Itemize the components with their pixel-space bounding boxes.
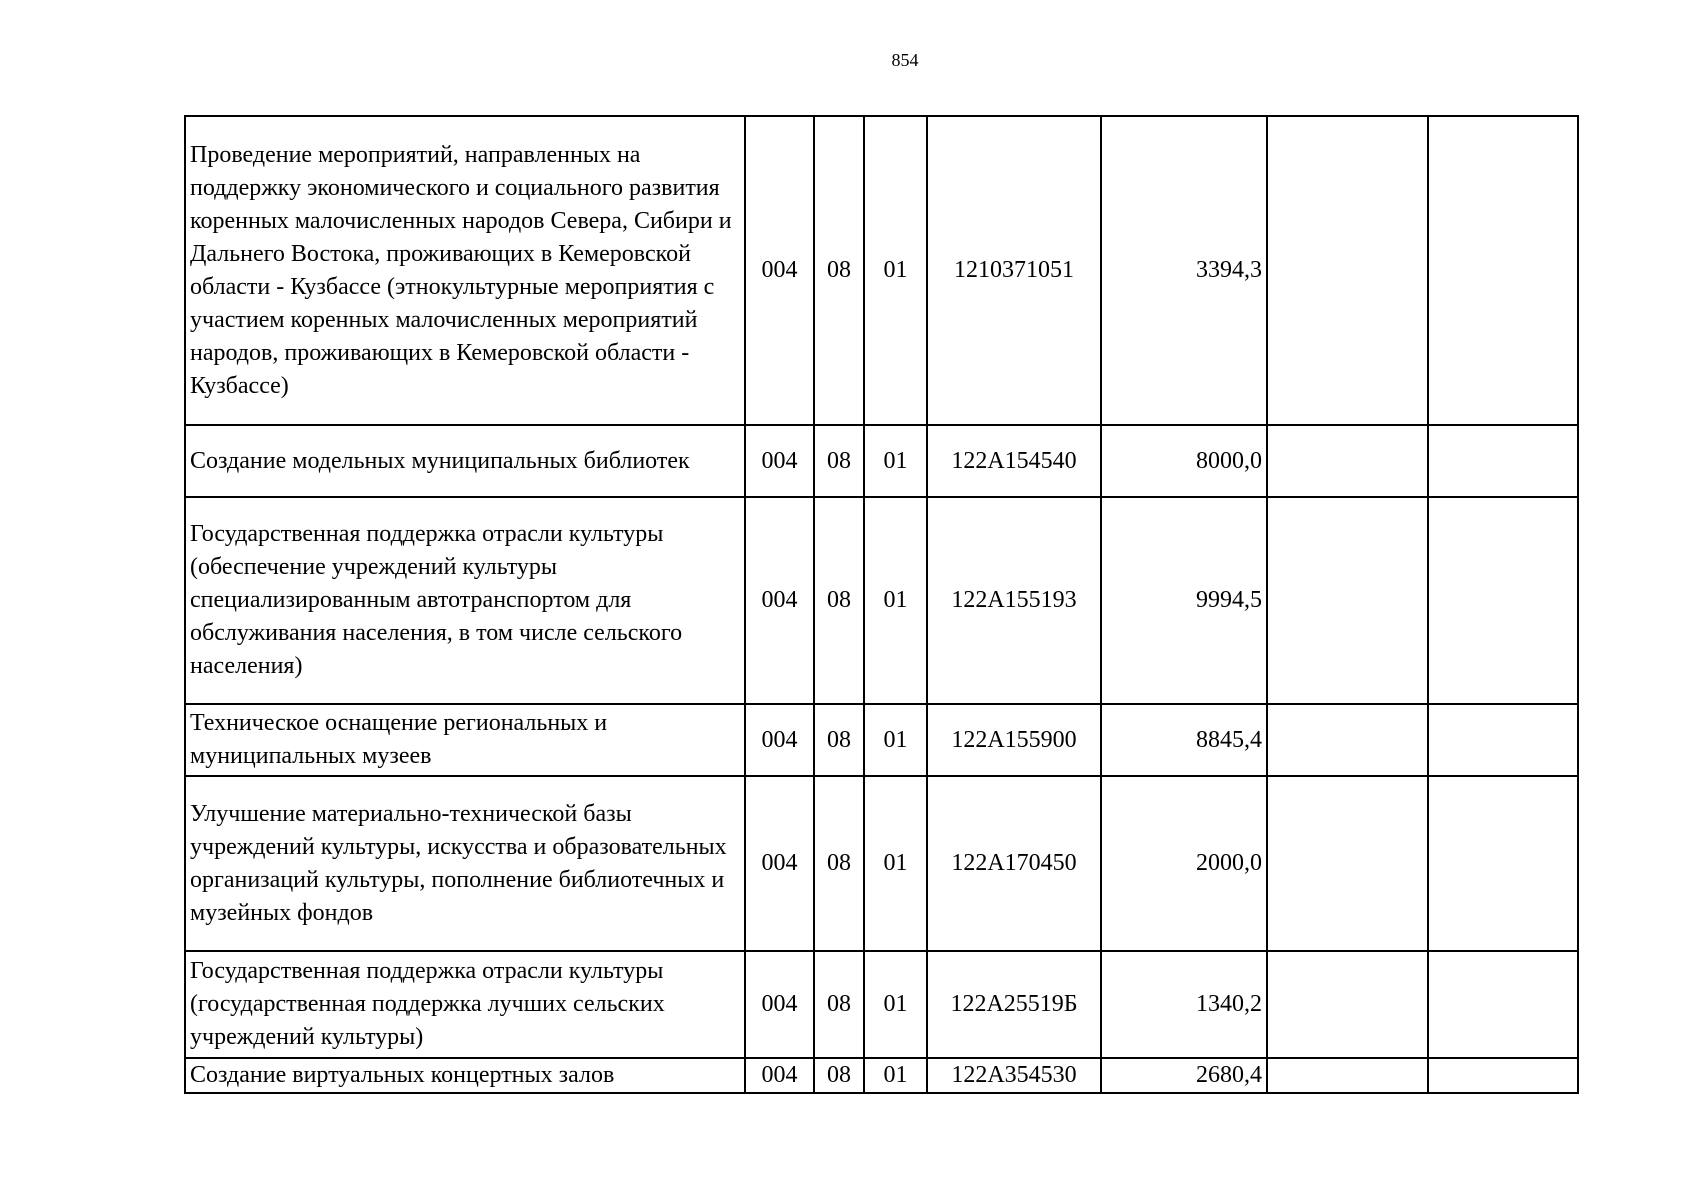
row-empty-cell — [1428, 776, 1578, 951]
row-target-code: 122A170450 — [927, 776, 1101, 951]
row-amount: 1340,2 — [1101, 951, 1267, 1058]
row-description: Улучшение материально-технической базы учреждений культуры, искусства и образовательных организаций культуры, пополнение библиотечных и музейных фондов — [185, 776, 745, 951]
row-empty-cell — [1267, 497, 1428, 704]
row-ministry-code: 004 — [745, 951, 814, 1058]
table-row — [185, 116, 1578, 425]
row-subsection-code: 01 — [864, 704, 927, 776]
table-row — [185, 425, 1578, 497]
row-amount: 2680,4 — [1101, 1058, 1267, 1093]
table-row — [185, 951, 1578, 1058]
row-section-code: 08 — [814, 425, 864, 497]
table-row — [185, 497, 1578, 704]
row-ministry-code: 004 — [745, 425, 814, 497]
row-description: Техническое оснащение региональных и муниципальных музеев — [185, 704, 745, 776]
row-description: Создание модельных муниципальных библиотек — [185, 425, 745, 497]
row-empty-cell — [1428, 1058, 1578, 1093]
row-ministry-code: 004 — [745, 497, 814, 704]
row-description: Создание виртуальных концертных залов — [185, 1058, 745, 1093]
row-amount: 8000,0 — [1101, 425, 1267, 497]
row-description: Государственная поддержка отрасли культуры (государственная поддержка лучших сельских учреждений культуры) — [185, 951, 745, 1058]
table-row — [185, 776, 1578, 951]
row-section-code: 08 — [814, 704, 864, 776]
row-description: Проведение мероприятий, направленных на поддержку экономического и социального развития коренных малочисленных народов Севера, Сибири и Дальнего Востока, проживающих в Кемеровской области - Кузбассе (этнокультурные мероприятия с участием коренных малочисленных мероприятий народов, проживающих в Кемеровской области - Кузбассе) — [185, 116, 745, 425]
row-target-code: 1210371051 — [927, 116, 1101, 425]
row-subsection-code: 01 — [864, 1058, 927, 1093]
row-empty-cell — [1267, 776, 1428, 951]
row-empty-cell — [1267, 951, 1428, 1058]
row-ministry-code: 004 — [745, 1058, 814, 1093]
row-target-code: 122A155900 — [927, 704, 1101, 776]
row-target-code: 122A354530 — [927, 1058, 1101, 1093]
row-empty-cell — [1267, 1058, 1428, 1093]
row-section-code: 08 — [814, 1058, 864, 1093]
table-row — [185, 1058, 1578, 1093]
row-section-code: 08 — [814, 951, 864, 1058]
row-amount: 8845,4 — [1101, 704, 1267, 776]
row-description: Государственная поддержка отрасли культуры (обеспечение учреждений культуры специализированным автотранспортом для обслуживания населения, в том числе сельского населения) — [185, 497, 745, 704]
row-empty-cell — [1428, 951, 1578, 1058]
row-empty-cell — [1267, 425, 1428, 497]
row-subsection-code: 01 — [864, 951, 927, 1058]
page-number: 854 — [891, 50, 919, 70]
row-section-code: 08 — [814, 776, 864, 951]
row-empty-cell — [1267, 704, 1428, 776]
row-ministry-code: 004 — [745, 776, 814, 951]
row-empty-cell — [1428, 704, 1578, 776]
row-amount: 9994,5 — [1101, 497, 1267, 704]
row-empty-cell — [1428, 497, 1578, 704]
row-section-code: 08 — [814, 497, 864, 704]
row-ministry-code: 004 — [745, 704, 814, 776]
row-subsection-code: 01 — [864, 425, 927, 497]
row-subsection-code: 01 — [864, 776, 927, 951]
row-empty-cell — [1428, 425, 1578, 497]
row-target-code: 122A25519Б — [927, 951, 1101, 1058]
row-subsection-code: 01 — [864, 497, 927, 704]
row-ministry-code: 004 — [745, 116, 814, 425]
row-target-code: 122A154540 — [927, 425, 1101, 497]
row-amount: 2000,0 — [1101, 776, 1267, 951]
row-target-code: 122A155193 — [927, 497, 1101, 704]
row-amount: 3394,3 — [1101, 116, 1267, 425]
table-row — [185, 704, 1578, 776]
budget-table — [184, 115, 1579, 1094]
row-section-code: 08 — [814, 116, 864, 425]
row-subsection-code: 01 — [864, 116, 927, 425]
row-empty-cell — [1267, 116, 1428, 425]
row-empty-cell — [1428, 116, 1578, 425]
